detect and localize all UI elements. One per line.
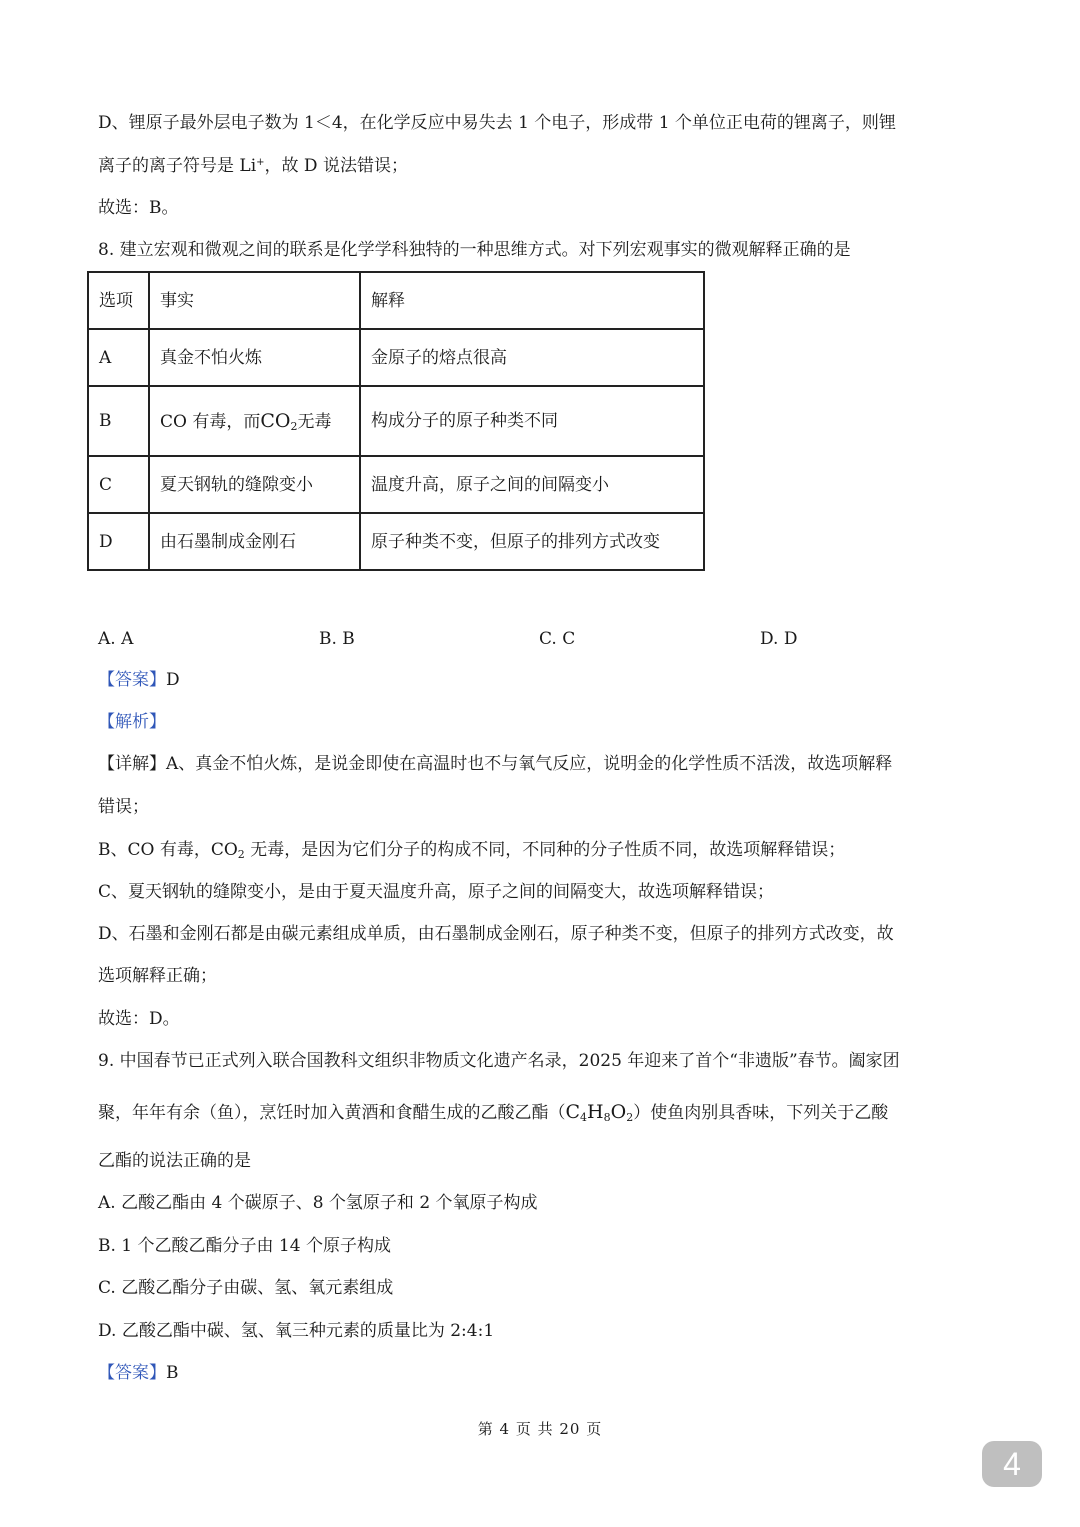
q8-option-a: A. A [98, 629, 134, 649]
prev-option-d-line1: D、锂原子最外层电子数为 1＜4，在化学反应中易失去 1 个电子，形成带 1 个单位正电荷的锂离子，则锂 [98, 113, 896, 133]
q8-detail-a-line1 [98, 752, 892, 776]
page-number-badge[interactable]: 4 [982, 1441, 1042, 1487]
subscript: 2 [290, 419, 298, 433]
q8-stem: 8. 建立宏观和微观之间的联系是化学学科独特的一种思维方式。对下列宏观事实的微观解释正确的是 [98, 240, 851, 260]
explanation-cell: 构成分子的原子种类不同 [360, 386, 704, 456]
detail-tag: 【详解】 [98, 754, 166, 774]
option-cell: D [88, 513, 149, 570]
formula: CO [260, 409, 291, 432]
q9-answer [98, 1361, 179, 1385]
text: ）使鱼肉别具香味，下列关于乙酸 [633, 1103, 889, 1123]
header-cell: 选项 [88, 272, 149, 329]
text: 聚，年年有余（鱼），烹饪时加入黄酒和食醋生成的乙酸乙酯（ [98, 1103, 566, 1123]
text: 无毒，是因为它们分子的构成不同，不同种的分子性质不同，故选项解释错误； [244, 840, 846, 860]
q8-choice: 故选：D。 [98, 1009, 180, 1029]
q9-option-c: C. 乙酸乙酯分子由碳、氢、氧元素组成 [98, 1278, 394, 1298]
formula-o: O [610, 1101, 627, 1123]
q8-option-c: C. C [539, 629, 576, 649]
page-footer: 第 4 页 共 20 页 [477, 1420, 603, 1438]
option-cell: B [88, 386, 149, 456]
table-header-row [88, 272, 704, 329]
subscript: 2 [237, 848, 245, 861]
fact-cell [149, 386, 360, 456]
subscript: 2 [626, 1111, 634, 1124]
header-cell: 事实 [149, 272, 360, 329]
fact-cell: 真金不怕火炼 [149, 329, 360, 386]
formula-c: C [565, 1101, 581, 1123]
q8-detail-b [98, 838, 845, 862]
fact-cell: 由石墨制成金刚石 [149, 513, 360, 570]
analysis-tag: 【解析】 [98, 712, 166, 732]
text: CO 有毒，而 [160, 411, 261, 432]
prev-choice: 故选：B。 [98, 198, 179, 218]
text: 无毒 [297, 411, 332, 432]
header-cell: 解释 [360, 272, 704, 329]
text: B、CO 有毒，CO [98, 840, 238, 860]
q8-option-b: B. B [319, 629, 355, 649]
table-row [88, 386, 704, 456]
superscript: + [256, 157, 265, 168]
q8-detail-d-line1: D、石墨和金刚石都是由碳元素组成单质，由石墨制成金刚石，原子种类不变，但原子的排列方式改变，故 [98, 924, 894, 944]
q8-answer [98, 668, 180, 692]
prev-option-d-line2 [98, 154, 408, 178]
q9-stem-line3: 乙酯的说法正确的是 [98, 1151, 251, 1171]
table-row [88, 513, 704, 570]
answer-value: B [166, 1363, 179, 1383]
answer-tag: 【答案】 [98, 670, 166, 690]
table-row [88, 329, 704, 386]
text: 离子的离子符号是 Li [98, 156, 257, 176]
q9-option-d: D. 乙酸乙酯中碳、氢、氧三种元素的质量比为 2:4:1 [98, 1321, 495, 1341]
q9-option-a: A. 乙酸乙酯由 4 个碳原子、8 个氢原子和 2 个氧原子构成 [98, 1193, 538, 1213]
option-cell: A [88, 329, 149, 386]
q8-detail-a-line2: 错误； [98, 797, 149, 817]
subscript: 4 [580, 1111, 588, 1124]
q9-option-b: B. 1 个乙酸乙酯分子由 14 个原子构成 [98, 1236, 391, 1256]
q9-stem-line2 [98, 1100, 888, 1125]
subscript: 8 [603, 1111, 611, 1124]
q8-table [87, 271, 705, 571]
text: A、真金不怕火炼，是说金即使在高温时也不与氧气反应，说明金的化学性质不活泼，故选项解释 [166, 754, 893, 774]
q8-analysis [98, 710, 166, 734]
q8-option-d: D. D [760, 629, 798, 649]
explanation-cell: 原子种类不变，但原子的排列方式改变 [360, 513, 704, 570]
q9-stem-line1: 9. 中国春节已正式列入联合国教科文组织非物质文化遗产名录，2025 年迎来了首个“非遗版”春节。阖家团 [98, 1051, 900, 1071]
answer-value: D [166, 670, 180, 690]
explanation-cell: 金原子的熔点很高 [360, 329, 704, 386]
table-row [88, 456, 704, 513]
fact-cell: 夏天钢轨的缝隙变小 [149, 456, 360, 513]
answer-tag: 【答案】 [98, 1363, 166, 1383]
formula-h: H [587, 1101, 604, 1123]
text: ，故 D 说法错误； [264, 156, 408, 176]
q8-detail-c: C、夏天钢轨的缝隙变小，是由于夏天温度升高，原子之间的间隔变大，故选项解释错误； [98, 882, 775, 902]
explanation-cell: 温度升高，原子之间的间隔变小 [360, 456, 704, 513]
q8-detail-d-line2: 选项解释正确； [98, 966, 217, 986]
option-cell: C [88, 456, 149, 513]
